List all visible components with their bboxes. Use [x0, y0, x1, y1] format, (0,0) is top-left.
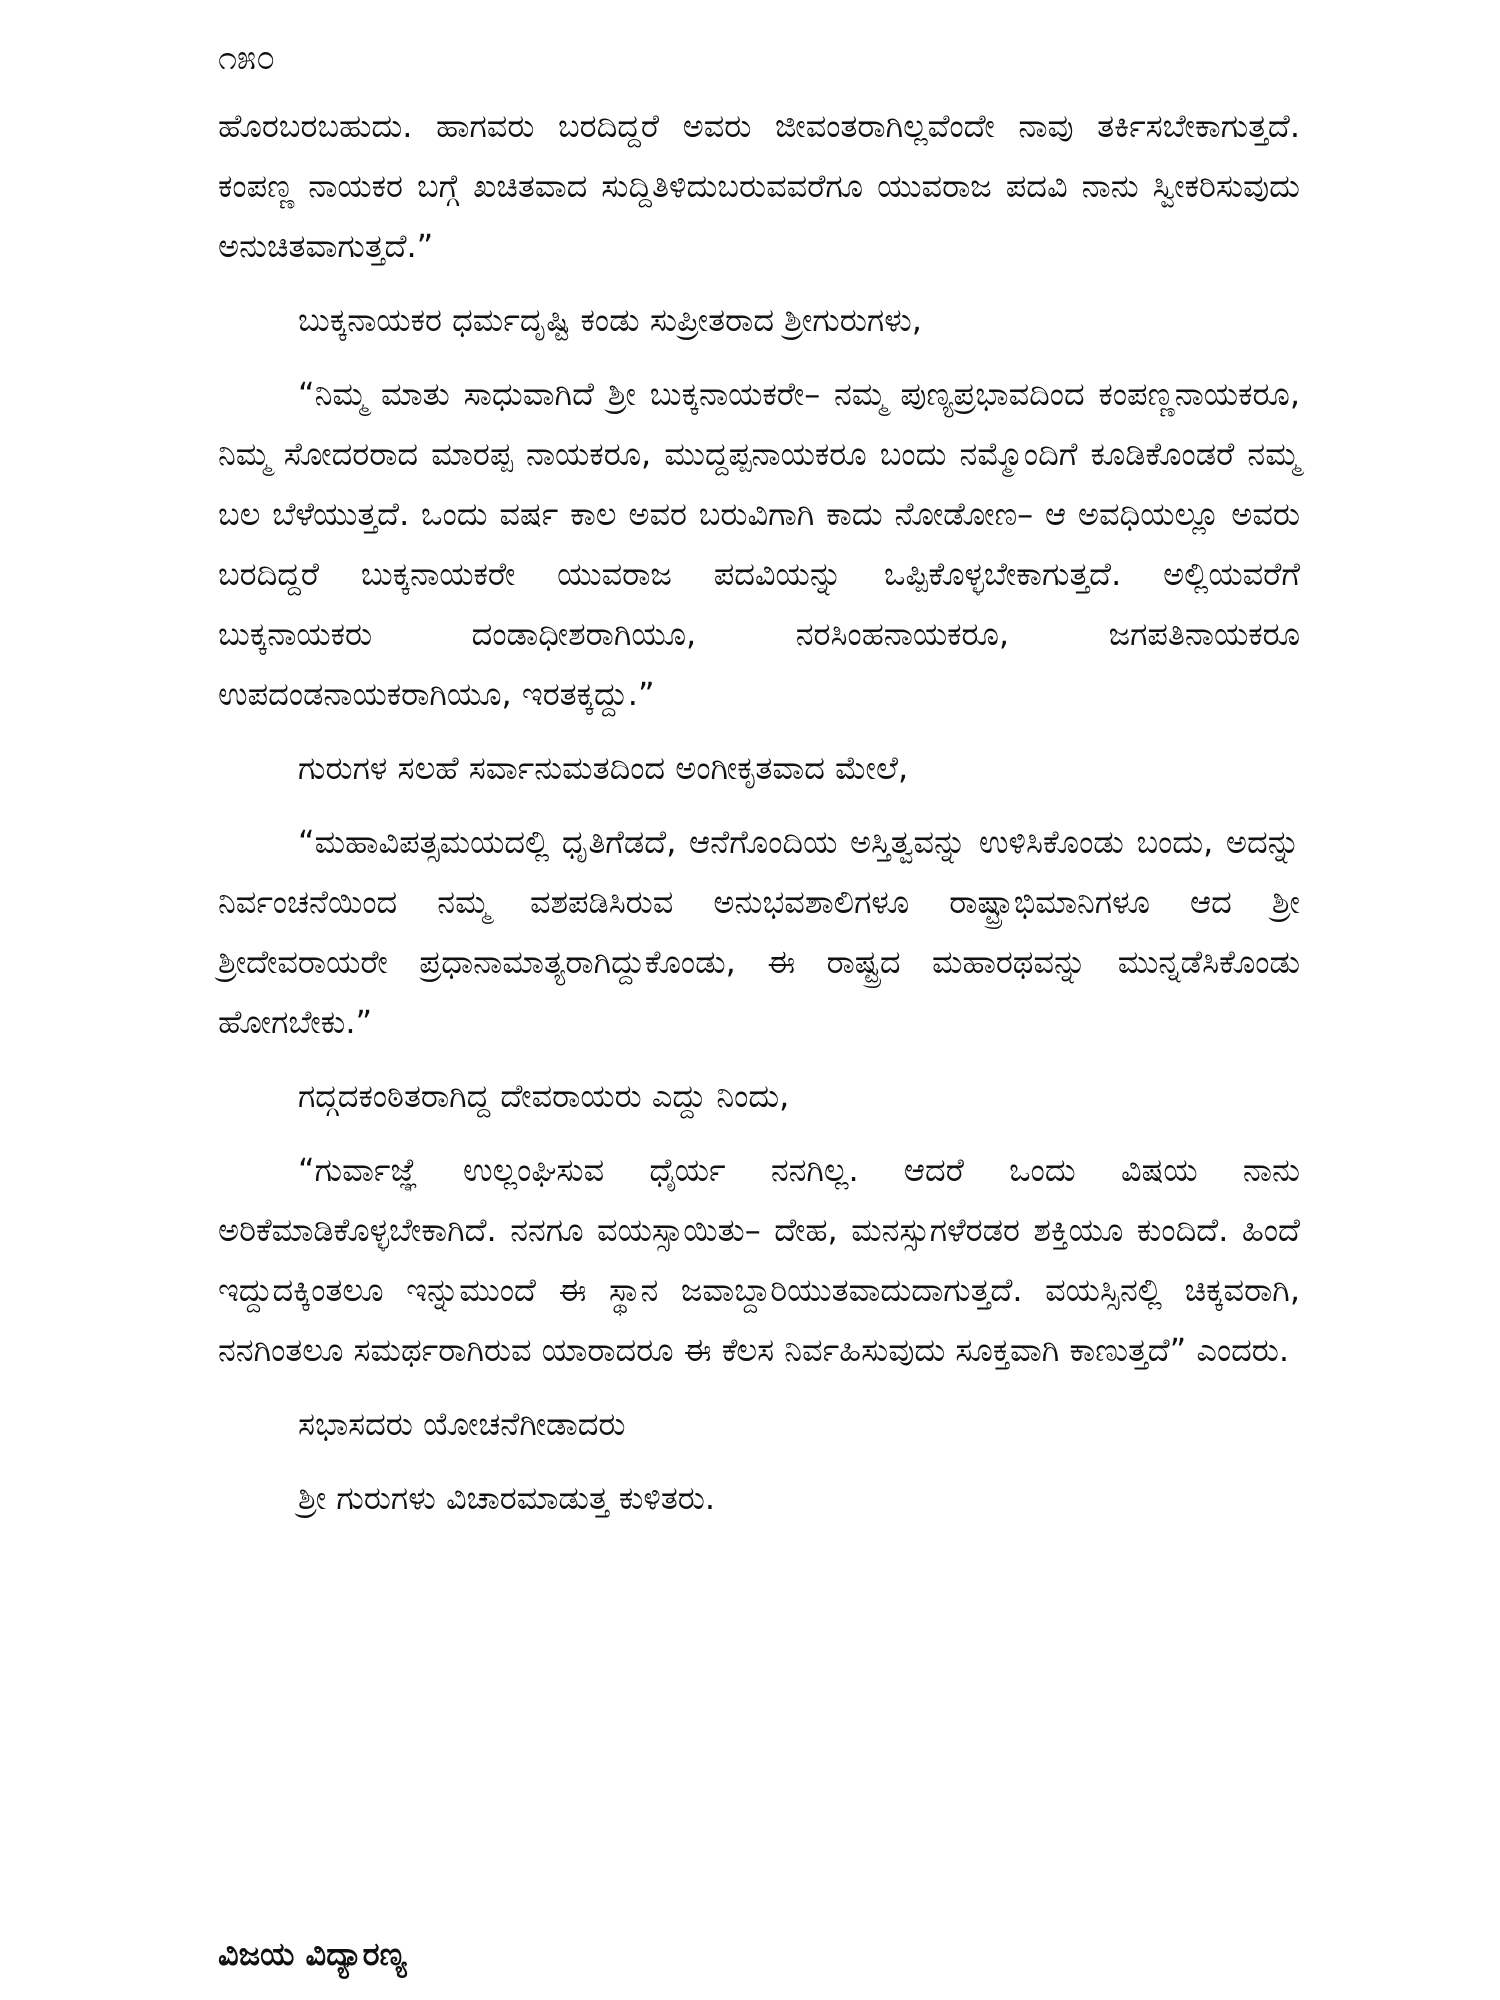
page-number: ೧೫೦	[218, 38, 276, 78]
paragraph-9: ಶ್ರೀ ಗುರುಗಳು ವಿಚಾರಮಾಡುತ್ತ ಕುಳಿತರು.	[298, 1479, 716, 1517]
paragraph-8: ಸಭಾಸದರು ಯೋಚನೆಗೀಡಾದರು	[298, 1405, 626, 1443]
paragraph-2: ಬುಕ್ಕನಾಯಕರ ಧರ್ಮದೃಷ್ಟಿ ಕಂಡು ಸುಪ್ರೀತರಾದ ಶ್ರೀಗುರುಗಳು,	[298, 301, 922, 339]
body-text	[218, 96, 1300, 1542]
paragraph-3: “ನಿಮ್ಮ ಮಾತು ಸಾಧುವಾಗಿದೆ ಶ್ರೀ ಬುಕ್ಕನಾಯಕರೇ– ನಮ್ಮ ಪುಣ್ಯಪ್ರಭಾವದಿಂದ ಕಂಪಣ್ಣನಾಯಕರೂ, ನಿಮ್ಮ ಸೋದರರಾದ ಮಾರಪ್ಪ ನಾಯಕರೂ, ಮುದ್ದಪ್ಪನಾಯಕರೂ ಬಂದು ನಮ್ಮೊಂದಿಗೆ ಕೂಡಿಕೊಂಡರೆ ನಮ್ಮ ಬಲ ಬೆಳೆಯುತ್ತದೆ. ಒಂದು ವರ್ಷ ಕಾಲ ಅವರ ಬರುವಿಗಾಗಿ ಕಾದು ನೋಡೋಣ– ಆ ಅವಧಿಯಲ್ಲೂ ಅವರು ಬರದಿದ್ದರೆ ಬುಕ್ಕನಾಯಕರೇ ಯುವರಾಜ ಪದವಿಯನ್ನು ಒಪ್ಪಿಕೊಳ್ಳಬೇಕಾಗುತ್ತದೆ. ಅಲ್ಲಿಯವರೆಗೆ ಬುಕ್ಕನಾಯಕರು ದಂಡಾಧೀಶರಾಗಿಯೂ, ನರಸಿಂಹನಾಯಕರೂ, ಜಗಪತಿನಾಯಕರೂ ಉಪದಂಡನಾಯಕರಾಗಿಯೂ, ಇರತಕ್ಕದ್ದು.”	[218, 375, 1300, 713]
paragraph-7: “ಗುರ್ವಾಜ್ಞೆ ಉಲ್ಲಂಘಿಸುವ ಧೈರ್ಯ ನನಗಿಲ್ಲ. ಆದರೆ ಒಂದು ವಿಷಯ ನಾನು ಅರಿಕೆಮಾಡಿಕೊಳ್ಳಬೇಕಾಗಿದೆ. ನನಗೂ ವಯಸ್ಸಾಯಿತು– ದೇಹ, ಮನಸ್ಸುಗಳೆರಡರ ಶಕ್ತಿಯೂ ಕುಂದಿದೆ. ಹಿಂದೆ ಇದ್ದುದಕ್ಕಿಂತಲೂ ಇನ್ನುಮುಂದೆ ಈ ಸ್ಥಾನ ಜವಾಬ್ದಾರಿಯುತವಾದುದಾಗುತ್ತದೆ. ವಯಸ್ಸಿನಲ್ಲಿ ಚಿಕ್ಕವರಾಗಿ, ನನಗಿಂತಲೂ ಸಮರ್ಥರಾಗಿರುವ ಯಾರಾದರೂ ಈ ಕೆಲಸ ನಿರ್ವಹಿಸುವುದು ಸೂಕ್ತವಾಗಿ ಕಾಣುತ್ತದೆ” ಎಂದರು.	[218, 1151, 1300, 1369]
paragraph-4: ಗುರುಗಳ ಸಲಹೆ ಸರ್ವಾನುಮತದಿಂದ ಅಂಗೀಕೃತವಾದ ಮೇಲೆ,	[298, 749, 909, 787]
paragraph-1: ಹೊರಬರಬಹುದು. ಹಾಗವರು ಬರದಿದ್ದರೆ ಅವರು ಜೀವಂತರಾಗಿಲ್ಲವೆಂದೇ ನಾವು ತರ್ಕಿಸಬೇಕಾಗುತ್ತದೆ. ಕಂಪಣ್ಣ ನಾಯಕರ ಬಗ್ಗೆ ಖಚಿತವಾದ ಸುದ್ದಿತಿಳಿದುಬರುವವರೆಗೂ ಯುವರಾಜ ಪದವಿ ನಾನು ಸ್ವೀಕರಿಸುವುದು ಅನುಚಿತವಾಗುತ್ತದೆ.”	[218, 107, 1300, 265]
paragraph-6: ಗದ್ಗದಕಂಠಿತರಾಗಿದ್ದ ದೇವರಾಯರು ಎದ್ದು ನಿಂದು,	[298, 1077, 790, 1115]
running-footer: ವಿಜಯ ವಿದ್ಯಾರಣ್ಯ	[218, 1935, 407, 1973]
paragraph-5: “ಮಹಾವಿಪತ್ಸಮಯದಲ್ಲಿ ಧೃತಿಗೆಡದೆ, ಆನೆಗೊಂದಿಯ ಅಸ್ತಿತ್ವವನ್ನು ಉಳಿಸಿಕೊಂಡು ಬಂದು, ಅದನ್ನು ನಿರ್ವಂಚನೆಯಿಂದ ನಮ್ಮ ವಶಪಡಿಸಿರುವ ಅನುಭವಶಾಲಿಗಳೂ ರಾಷ್ಟ್ರಾಭಿಮಾನಿಗಳೂ ಆದ ಶ್ರೀ ಶ್ರೀದೇವರಾಯರೇ ಪ್ರಧಾನಾಮಾತ್ಯರಾಗಿದ್ದುಕೊಂಡು, ಈ ರಾಷ್ಟ್ರದ ಮಹಾರಥವನ್ನು ಮುನ್ನಡೆಸಿಕೊಂಡು ಹೋಗಬೇಕು.”	[218, 823, 1300, 1041]
